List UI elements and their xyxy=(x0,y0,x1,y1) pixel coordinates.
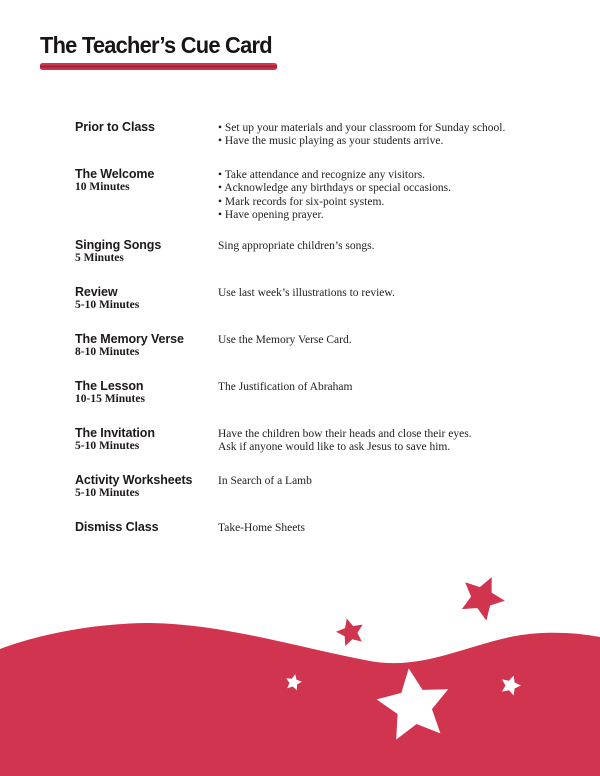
row-title: Prior to Class xyxy=(75,120,155,134)
title-brush-underline xyxy=(40,63,277,70)
row-title: Activity Worksheets xyxy=(75,473,193,487)
row-duration: 5 Minutes xyxy=(75,252,124,264)
row-title: The Welcome xyxy=(75,167,155,181)
row-details xyxy=(218,286,555,300)
star-shape xyxy=(454,568,511,624)
detail-line: Take-Home Sheets xyxy=(218,521,306,534)
row-duration: 5-10 Minutes xyxy=(75,440,140,452)
row-duration: 5-10 Minutes xyxy=(75,299,140,311)
schedule-row-the-welcome xyxy=(75,168,555,223)
row-details xyxy=(218,121,555,149)
row-details xyxy=(218,474,555,488)
star-shape xyxy=(373,663,454,741)
row-title: Review xyxy=(75,285,118,299)
bullet-line: • Set up your materials and your classroom for Sunday school. xyxy=(218,121,506,134)
row-heading xyxy=(75,380,218,406)
schedule-row-dismiss-class xyxy=(75,521,555,535)
detail-line: In Search of a Lamb xyxy=(218,474,312,487)
row-duration: 10 Minutes xyxy=(75,181,130,193)
row-duration: 8-10 Minutes xyxy=(75,346,140,358)
row-heading xyxy=(75,239,218,265)
row-heading xyxy=(75,333,218,359)
row-details xyxy=(218,427,555,455)
row-title: The Memory Verse xyxy=(75,332,184,346)
row-heading xyxy=(75,521,218,534)
schedule-row-the-lesson xyxy=(75,380,555,406)
bullet-line: • Mark records for six-point system. xyxy=(218,195,385,208)
detail-line: Ask if anyone would like to ask Jesus to save him. xyxy=(218,441,451,453)
detail-line: Use the Memory Verse Card. xyxy=(218,333,352,346)
row-duration: 10-15 Minutes xyxy=(75,393,145,405)
row-title: Dismiss Class xyxy=(75,520,159,534)
row-duration: 5-10 Minutes xyxy=(75,487,140,499)
schedule-row-singing-songs xyxy=(75,239,555,265)
row-details xyxy=(218,380,555,394)
detail-line: Sing appropriate children’s songs. xyxy=(218,239,375,252)
star-icon xyxy=(371,663,457,749)
schedule-row-review xyxy=(75,286,555,312)
wave-decoration xyxy=(0,620,600,776)
star-icon xyxy=(283,672,303,692)
detail-line: Use last week’s illustrations to review. xyxy=(218,286,395,299)
bullet-line: • Acknowledge any birthdays or special occasions. xyxy=(218,182,452,194)
page-title: The Teacher’s Cue Card xyxy=(40,32,272,58)
row-details xyxy=(218,239,555,253)
wave-shape xyxy=(0,623,600,776)
star-shape xyxy=(333,615,366,647)
bullet-line: • Have opening prayer. xyxy=(218,209,324,221)
schedule-row-the-invitation xyxy=(75,427,555,455)
schedule-row-prior-to-class xyxy=(75,121,555,149)
row-heading xyxy=(75,168,218,194)
bullet-line: • Have the music playing as your students arrive. xyxy=(218,135,444,147)
row-title: The Lesson xyxy=(75,379,144,393)
row-heading xyxy=(75,427,218,453)
row-details xyxy=(218,333,555,347)
row-details xyxy=(218,168,555,223)
row-heading xyxy=(75,121,218,134)
bullet-line: • Take attendance and recognize any visitors. xyxy=(218,168,426,181)
row-heading xyxy=(75,286,218,312)
detail-line: Have the children bow their heads and close their eyes. xyxy=(218,427,472,440)
detail-line: The Justification of Abraham xyxy=(218,380,353,393)
schedule-row-memory-verse xyxy=(75,333,555,359)
schedule-row-activity-worksheets xyxy=(75,474,555,500)
row-title: Singing Songs xyxy=(75,238,162,252)
star-shape xyxy=(284,673,303,691)
row-details xyxy=(218,521,555,535)
row-title: The Invitation xyxy=(75,426,155,440)
row-heading xyxy=(75,474,218,500)
